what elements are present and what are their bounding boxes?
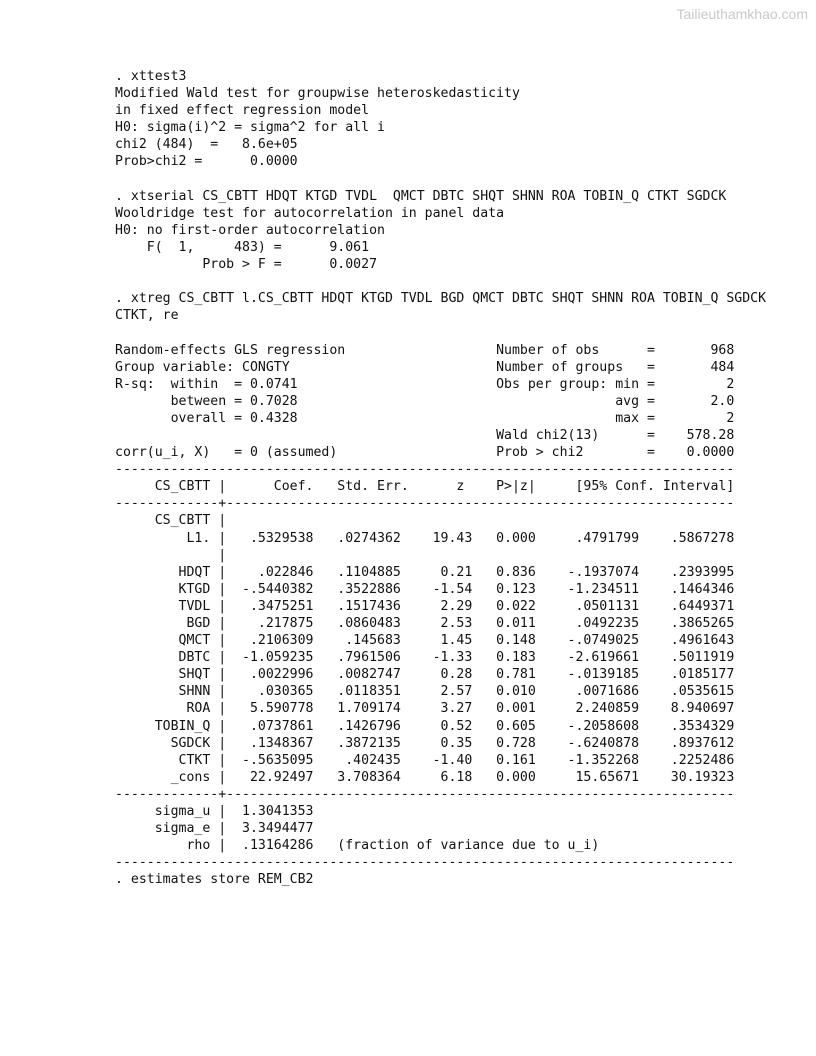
output-line: L1. | .5329538 .0274362 19.43 0.000 .4791799 .5867278 [115,530,735,546]
output-line: HDQT | .022846 .1104885 0.21 0.836 -.1937074 .2393995 [115,564,735,580]
output-line: SHQT | .0022996 .0082747 0.28 0.781 -.0139185 .0185177 [115,667,735,683]
output-line: TVDL | .3475251 .1517436 2.29 0.022 .0501131 .6449371 [115,598,735,614]
output-line: . xtreg CS_CBTT l.CS_CBTT HDQT KTGD TVDL BGD QMCT DBTC SHQT SHNN ROA TOBIN_Q SGDCK [115,291,767,307]
output-line: H0: no first-order autocorrelation [115,222,385,238]
output-line: CTKT, re [115,308,179,324]
output-line: . xttest3 [115,69,187,84]
output-line: KTGD | -.5440382 .3522886 -1.54 0.123 -1.234511 .1464346 [115,581,735,597]
output-line: | [115,547,227,563]
output-line: R-sq: within = 0.0741 Obs per group: min = 2 [115,376,735,392]
output-line: Modified Wald test for groupwise heteroskedasticity [115,86,520,102]
output-line: -------------+---------------------------------------------------------------- [115,496,735,512]
output-line: . xtserial CS_CBTT HDQT KTGD TVDL QMCT DBTC SHQT SHNN ROA TOBIN_Q CTKT SGDCK [115,188,727,204]
output-line: rho | .13164286 (fraction of variance due to u_i) [115,838,600,854]
output-line: sigma_e | 3.3494477 [115,821,314,837]
output-line: TOBIN_Q | .0737861 .1426796 0.52 0.605 -.2058608 .3534329 [115,718,735,734]
output-line: overall = 0.4328 max = 2 [115,410,735,426]
output-line [115,273,766,290]
stata-output [115,68,766,889]
output-line: Prob > F = 0.0027 [115,257,378,273]
output-line: _cons | 22.92497 3.708364 6.18 0.000 15.65671 30.19323 [115,769,735,785]
output-line: ------------------------------------------------------------------------------ [115,855,735,871]
output-line: Prob>chi2 = 0.0000 [115,154,298,170]
output-line: corr(u_i, X) = 0 (assumed) Prob > chi2 = 0.0000 [115,445,735,461]
output-line: CS_CBTT | [115,513,227,529]
output-line: QMCT | .2106309 .145683 1.45 0.148 -.0749025 .4961643 [115,633,735,649]
output-line: -------------+---------------------------------------------------------------- [115,786,735,802]
output-line: CTKT | -.5635095 .402435 -1.40 0.161 -1.352268 .2252486 [115,752,735,768]
output-line: F( 1, 483) = 9.061 [115,239,370,255]
output-line [115,324,766,341]
output-line: SGDCK | .1348367 .3872135 0.35 0.728 -.6240878 .8937612 [115,735,735,751]
output-line: CS_CBTT | Coef. Std. Err. z P>|z| [95% Conf. Interval] [115,479,735,495]
output-line: Random-effects GLS regression Number of obs = 968 [115,342,735,358]
output-line: Wald chi2(13) = 578.28 [115,427,735,443]
watermark-text: Tailieuthamkhao.com [676,6,808,22]
output-line: BGD | .217875 .0860483 2.53 0.011 .0492235 .3865265 [115,616,735,631]
output-line: chi2 (484) = 8.6e+05 [115,137,298,153]
output-line: in fixed effect regression model [115,103,370,119]
output-line: SHNN | .030365 .0118351 2.57 0.010 .0071686 .0535615 [115,684,735,700]
output-line [115,171,766,188]
output-line: . estimates store REM_CB2 [115,872,314,888]
output-line: between = 0.7028 avg = 2.0 [115,393,735,409]
output-line: Wooldridge test for autocorrelation in panel data [115,205,505,221]
output-line: ------------------------------------------------------------------------------ [115,462,735,478]
output-line: sigma_u | 1.3041353 [115,804,314,820]
output-line: Group variable: CONGTY Number of groups = 484 [115,359,735,375]
output-line: ROA | 5.590778 1.709174 3.27 0.001 2.240859 8.940697 [115,701,735,717]
output-line: H0: sigma(i)^2 = sigma^2 for all i [115,120,385,136]
output-line: DBTC | -1.059235 .7961506 -1.33 0.183 -2.619661 .5011919 [115,650,735,666]
